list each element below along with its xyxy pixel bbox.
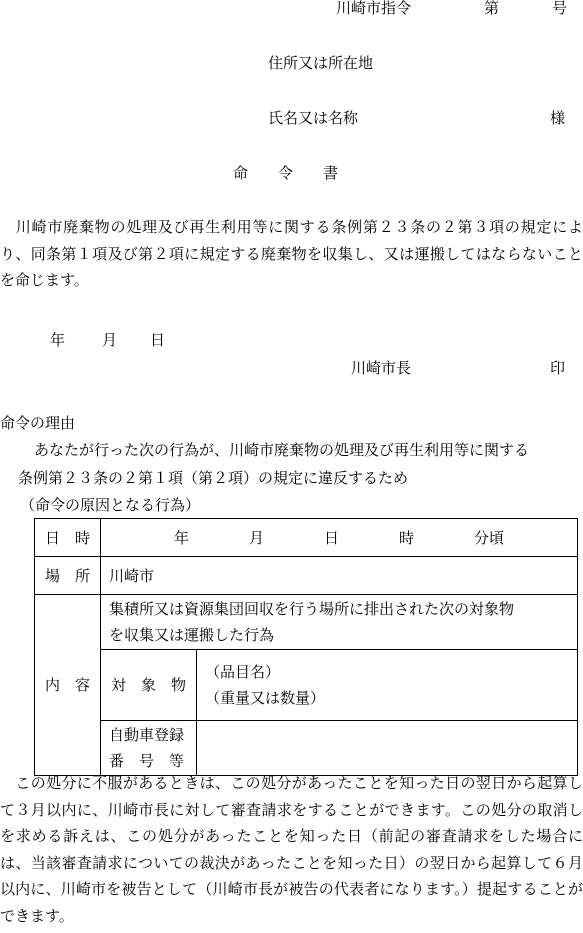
- violation-table: [34, 518, 578, 776]
- reason-line-2: 条例第２３条の２第１項（第２項）の規定に違反するため: [18, 469, 409, 487]
- object-label: 対 象 物: [101, 650, 197, 721]
- weight-label: （重量又は数量）: [205, 689, 326, 707]
- date-year: 年: [50, 331, 66, 349]
- datetime-value: 年 月 日 時 分頃: [101, 519, 578, 557]
- appeal-notice-text: この処分に不服があるときは、この処分があったことを知った日の翌日から起算して３月以内に、川崎市長に対して審査請求をすることができます。この処分の取消しを求める訴えは、この処分があったことを知った日（前記の審査請求をした場合には、当該審査請求についての裁決があったことを知った日）の翌日から起算して６月以内に、川崎市を被告として（川崎市長が被告の代表者になります。）提起することができます。: [0, 774, 583, 925]
- order-number-prefix: 川崎市指令: [336, 0, 412, 17]
- vehicle-label: [101, 721, 197, 776]
- date-day: 日: [150, 331, 166, 349]
- content-label: 内 容: [35, 595, 101, 776]
- date-month: 月: [102, 331, 118, 349]
- issuer-name: 川崎市長: [351, 359, 412, 377]
- vehicle-value: [197, 721, 578, 776]
- table-row: [35, 557, 578, 595]
- name-label: 氏名又は名称: [268, 109, 359, 127]
- vehicle-label-line-2: 番 号 等: [109, 752, 185, 770]
- seal-mark: 印: [550, 359, 566, 377]
- datetime-label: 日 時: [35, 519, 101, 557]
- place-value: 川崎市: [101, 557, 578, 595]
- reason-line-1: あなたが行った次の行為が、川崎市廃棄物の処理及び再生利用等に関する: [34, 441, 530, 459]
- table-row: [35, 721, 578, 776]
- vehicle-label-line-1: 自動車登録: [109, 726, 185, 744]
- object-value: [197, 650, 578, 721]
- table-row: [35, 595, 578, 650]
- order-number-label: 第: [484, 0, 500, 17]
- item-name-label: （品目名）: [205, 663, 281, 681]
- reason-heading: 命令の理由: [0, 414, 76, 432]
- content-description: [101, 595, 578, 650]
- table-row: [35, 519, 578, 557]
- order-number-suffix: 号: [552, 0, 568, 17]
- document-title: 命 令 書: [233, 164, 339, 182]
- cause-heading: （命令の原因となる行為）: [20, 496, 201, 514]
- address-label: 住所又は所在地: [268, 54, 374, 72]
- honorific: 様: [550, 109, 566, 127]
- table-row: [35, 650, 578, 721]
- content-line-1: 集積所又は資源集団回収を行う場所に排出された次の対象物: [109, 600, 515, 618]
- content-line-2: を収集又は運搬した行為: [109, 626, 275, 644]
- place-label: 場 所: [35, 557, 101, 595]
- order-body-text: 川崎市廃棄物の処理及び再生利用等に関する条例第２３条の２第３項の規定により、同条第１項及び第２項に規定する廃棄物を収集し、又は運搬してはならないことを命じます。: [0, 218, 583, 289]
